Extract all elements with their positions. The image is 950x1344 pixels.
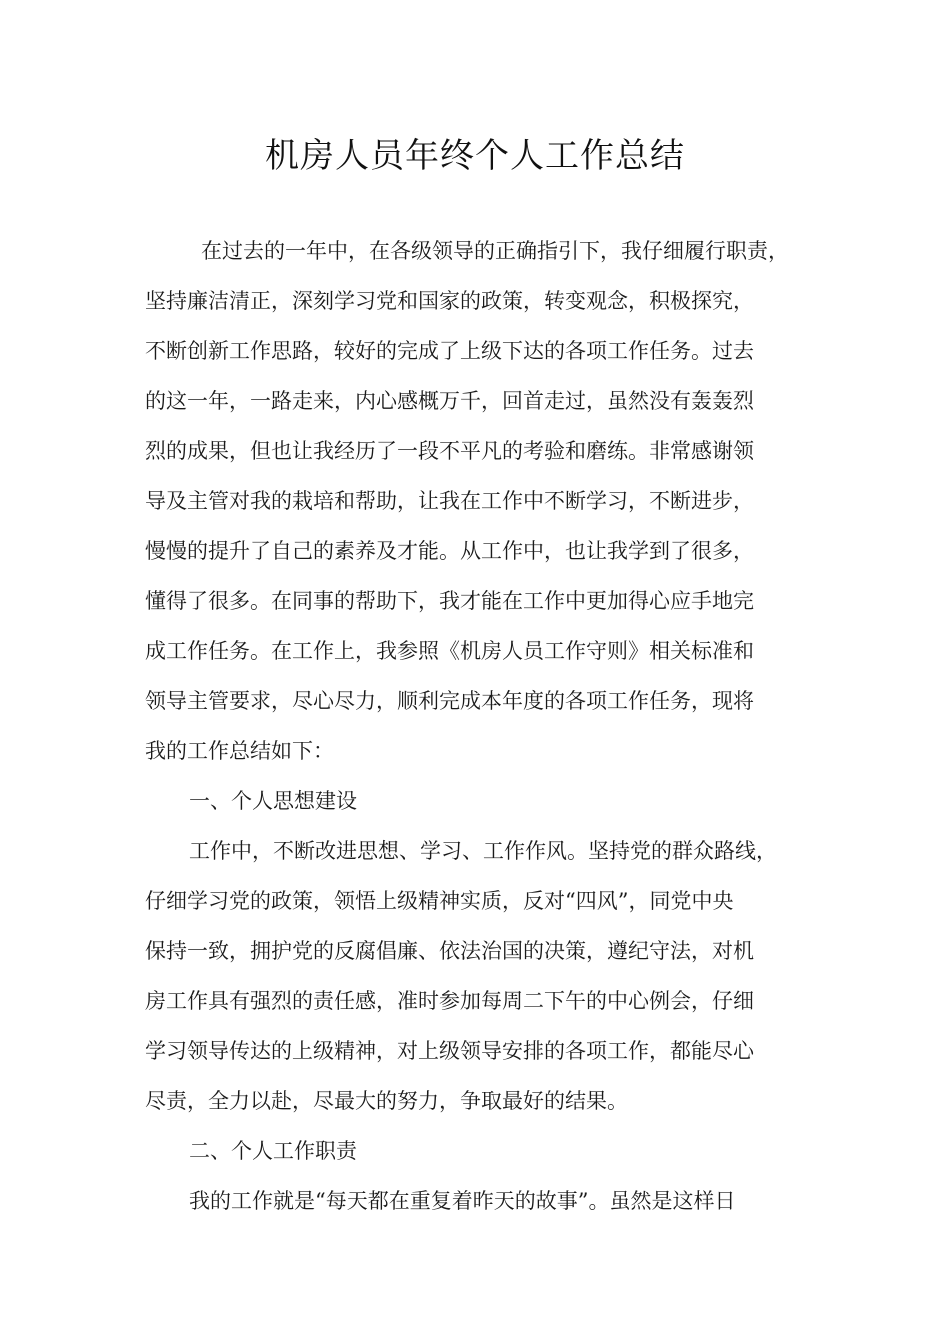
section-heading: 一、个人思想建设 <box>189 789 357 813</box>
paragraph-line: 的这一年，一路走来，内心感概万千，回首走过，虽然没有轰轰烈 <box>145 389 754 413</box>
paragraph-line: 学习领导传达的上级精神，对上级领导安排的各项工作，都能尽心 <box>145 1039 754 1063</box>
paragraph-line: 工作中，不断改进思想、学习、工作作风。坚持党的群众路线， <box>189 839 777 863</box>
paragraph-line: 导及主管对我的栽培和帮助，让我在工作中不断学习，不断进步， <box>145 489 754 513</box>
paragraph-line: 领导主管要求，尽心尽力，顺利完成本年度的各项工作任务，现将 <box>145 689 754 713</box>
section-heading: 二、个人工作职责 <box>189 1139 357 1163</box>
document-title: 机房人员年终个人工作总结 <box>265 136 685 176</box>
paragraph-line: 懂得了很多。在同事的帮助下，我才能在工作中更加得心应手地完 <box>145 589 754 613</box>
paragraph-line: 成工作任务。在工作上，我参照《机房人员工作守则》相关标准和 <box>145 639 754 663</box>
paragraph-line: 在过去的一年中，在各级领导的正确指引下，我仔细履行职责， <box>201 239 789 263</box>
paragraph-line: 不断创新工作思路，较好的完成了上级下达的各项工作任务。过去 <box>145 339 754 363</box>
paragraph-line: 保持一致，拥护党的反腐倡廉、依法治国的决策，遵纪守法，对机 <box>145 939 754 963</box>
paragraph-line: 烈的成果，但也让我经历了一段不平凡的考验和磨练。非常感谢领 <box>145 439 754 463</box>
paragraph-line: 我的工作就是“每天都在重复着昨天的故事”。虽然是这样日 <box>189 1189 736 1213</box>
document-body <box>145 232 825 1232</box>
paragraph-line: 慢慢的提升了自己的素养及才能。从工作中，也让我学到了很多， <box>145 539 754 563</box>
paragraph-line: 坚持廉洁清正，深刻学习党和国家的政策，转变观念，积极探究， <box>145 289 754 313</box>
paragraph-line: 尽责，全力以赴，尽最大的努力，争取最好的结果。 <box>145 1089 628 1113</box>
paragraph-line: 房工作具有强烈的责任感，准时参加每周二下午的中心例会，仔细 <box>145 989 754 1013</box>
paragraph-line: 仔细学习党的政策，领悟上级精神实质，反对“四风”，同党中央 <box>145 889 734 913</box>
paragraph-line: 我的工作总结如下： <box>145 739 334 763</box>
